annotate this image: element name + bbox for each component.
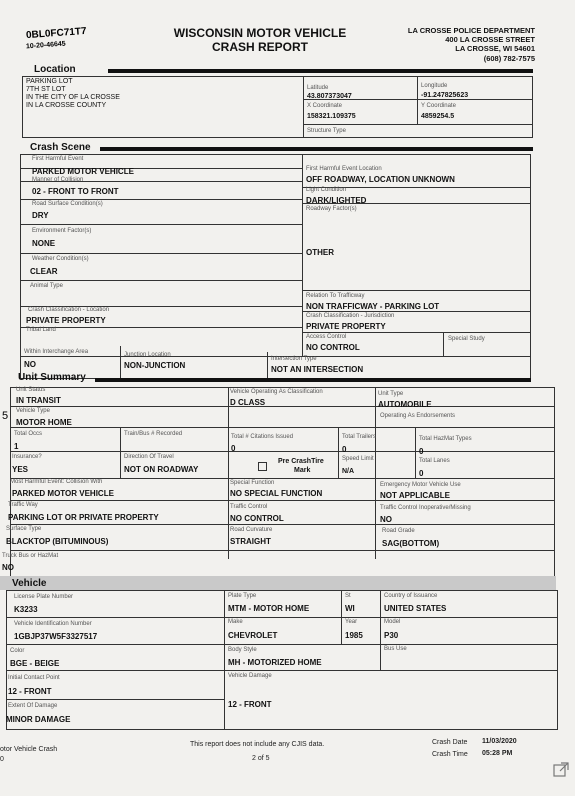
road-surface-label: Road Surface Condition(s): [32, 201, 103, 207]
light-condition-value: DARK/LIGHTED: [306, 196, 367, 205]
location-line-2: 7TH ST LOT: [26, 86, 66, 93]
surface-type-value: BLACKTOP (BITUMINOUS): [6, 537, 109, 546]
extent-damage-label: Extent Of Damage: [8, 703, 58, 709]
state-label: St: [345, 593, 351, 599]
special-function-value: NO SPECIAL FUNCTION: [230, 489, 323, 498]
y-coordinate-value: 4859254.5: [421, 113, 455, 120]
tribal-land-label: Tribal Land: [26, 327, 56, 333]
traffic-control-label: Traffic Control: [230, 504, 268, 510]
animal-type-label: Animal Type: [30, 283, 63, 289]
plate-number-label: License Plate Number: [14, 594, 74, 600]
access-control-value: NO CONTROL: [306, 343, 360, 352]
report-title-line1: WISCONSIN MOTOR VEHICLE: [173, 26, 347, 40]
environment-value: NONE: [32, 239, 56, 248]
location-line-1: PARKING LOT: [26, 78, 73, 85]
location-heading: Location: [34, 64, 76, 75]
traffic-control-value: NO CONTROL: [230, 514, 284, 523]
plate-number-value: K3233: [14, 605, 38, 614]
truck-bus-value: NO: [2, 563, 14, 572]
precrash-label-2: Mark: [294, 467, 311, 474]
crash-time-label: Crash Time: [432, 751, 468, 758]
dept-city: LA CROSSE, WI 54601: [455, 44, 535, 53]
vehicle-damage-label: Vehicle Damage: [228, 673, 272, 679]
unit-status-value: IN TRANSIT: [16, 396, 61, 405]
truck-bus-label: Truck Bus or HazMat: [2, 553, 59, 559]
precrash-checkbox[interactable]: [258, 462, 267, 471]
vehicle-heading: Vehicle: [12, 578, 47, 589]
citations-value: 0: [231, 444, 236, 453]
crash-scene-bar: [100, 147, 533, 151]
manner-of-collision-value: 02 - FRONT TO FRONT: [32, 187, 119, 196]
initial-contact-label: Initial Contact Point: [8, 675, 60, 681]
y-coordinate-label: Y Coordinate: [421, 103, 456, 109]
dept-street: 400 LA CROSSE STREET: [445, 35, 535, 44]
crash-time-value: 05:28 PM: [482, 750, 513, 757]
body-style-label: Body Style: [228, 647, 257, 653]
color-label: Color: [10, 648, 25, 654]
access-control-label: Access Control: [306, 334, 347, 340]
hazmat-types-label: Total HazMat Types: [419, 436, 472, 442]
crash-date-value: 11/03/2020: [482, 738, 517, 745]
emergency-use-label: Emergency Motor Vehicle Use: [380, 482, 461, 488]
road-grade-label: Road Grade: [382, 528, 415, 534]
roadway-factor-label: Roadway Factor(s): [306, 206, 357, 212]
crash-scene-heading: Crash Scene: [30, 142, 91, 153]
environment-label: Environment Factor(s): [32, 228, 92, 234]
special-function-label: Special Function: [230, 480, 275, 486]
longitude-label: Longitude: [421, 83, 448, 89]
endorsements-label: Operating As Endorsements: [380, 413, 456, 419]
vin-value: 1GBJP37W5F3327517: [14, 632, 98, 641]
unit-summary-bar: [95, 378, 531, 382]
first-harmful-event-value: PARKED MOTOR VEHICLE: [32, 167, 134, 176]
structure-type-label: Structure Type: [307, 128, 346, 134]
surface-type-label: Surface Type: [6, 526, 42, 532]
class-location-value: PRIVATE PROPERTY: [26, 316, 106, 325]
direction-value: NOT ON ROADWAY: [124, 465, 199, 474]
speed-limit-label: Speed Limit: [342, 456, 374, 462]
intersection-value: NOT AN INTERSECTION: [271, 365, 364, 374]
citations-label: Total # Citations Issued: [231, 434, 294, 440]
footer-cjis-note: This report does not include any CJIS data.: [190, 741, 325, 748]
initial-contact-value: 12 - FRONT: [8, 687, 52, 696]
x-coordinate-value: 158321.109375: [307, 113, 356, 120]
unit-status-label: Unit Status: [16, 387, 46, 393]
year-value: 1985: [345, 631, 363, 640]
crash-date-label: Crash Date: [432, 739, 468, 746]
direction-label: Direction Of Travel: [124, 454, 174, 460]
interchange-value: NO: [24, 360, 36, 369]
report-date: 10-20-46645: [25, 40, 66, 51]
country-value: UNITED STATES: [384, 604, 447, 613]
tc-inoperative-value: NO: [380, 515, 392, 524]
x-coordinate-label: X Coordinate: [307, 103, 343, 109]
road-curvature-value: STRAIGHT: [230, 537, 271, 546]
train-bus-label: Train/Bus # Recorded: [124, 431, 183, 437]
traffic-way-value: PARKING LOT OR PRIVATE PROPERTY: [8, 513, 159, 522]
plate-type-value: MTM - MOTOR HOME: [228, 604, 310, 613]
relation-label: Relation To Trafficway: [306, 293, 365, 299]
location-bar: [108, 69, 533, 73]
model-value: P30: [384, 631, 399, 640]
emergency-use-value: NOT APPLICABLE: [380, 491, 450, 500]
first-harmful-location-value: OFF ROADWAY, LOCATION UNKNOWN: [306, 175, 455, 184]
relation-value: NON TRAFFICWAY - PARKING LOT: [306, 302, 440, 311]
op-class-value: D CLASS: [230, 398, 266, 407]
unit-type-label: Unit Type: [378, 391, 404, 397]
model-label: Model: [384, 619, 401, 625]
make-value: CHEVROLET: [228, 631, 278, 640]
road-surface-value: DRY: [32, 211, 49, 220]
trailers-value: 0: [342, 445, 347, 454]
interchange-label: Within Interchange Area: [24, 349, 89, 355]
total-occs-label: Total Occs: [14, 431, 43, 437]
footer-left-number: 0: [0, 756, 4, 763]
report-title-line2: CRASH REPORT: [211, 40, 308, 54]
intersection-label: Intersection Type: [271, 356, 317, 362]
special-study-label: Special Study: [448, 336, 485, 342]
make-label: Make: [228, 619, 243, 625]
traffic-way-label: Traffic Way: [8, 502, 38, 508]
vehicle-damage-value: 12 - FRONT: [228, 700, 272, 709]
vin-label: Vehicle Identification Number: [14, 621, 92, 627]
unit-summary-heading: Unit Summary: [18, 372, 86, 383]
expand-icon[interactable]: [553, 762, 569, 778]
manner-of-collision-label: Manner of Collision: [32, 177, 84, 183]
footer-left-title: otor Vehicle Crash: [0, 746, 58, 753]
hazmat-types-value: 0: [419, 447, 424, 456]
first-harmful-location-label: First Harmful Event Location: [306, 166, 382, 172]
most-harmful-value: PARKED MOTOR VEHICLE: [12, 489, 114, 498]
roadway-factor-value: OTHER: [306, 248, 334, 257]
speed-limit-value: N/A: [342, 468, 355, 475]
total-lanes-label: Total Lanes: [419, 458, 450, 464]
class-location-label: Crash Classification - Location: [28, 307, 110, 313]
plate-type-label: Plate Type: [228, 593, 257, 599]
junction-value: NON-JUNCTION: [124, 361, 186, 370]
road-curvature-label: Road Curvature: [230, 527, 273, 533]
weather-value: CLEAR: [30, 267, 58, 276]
country-label: Country of Issuance: [384, 593, 438, 599]
location-line-3: IN THE CITY OF LA CROSSE: [26, 94, 120, 101]
weather-label: Weather Condition(s): [32, 256, 89, 262]
report-code: 0BL0FC71T7: [25, 25, 87, 42]
bus-use-label: Bus Use: [384, 646, 407, 652]
insurance-value: YES: [12, 465, 29, 474]
precrash-label-1: Pre CrashTire: [278, 458, 324, 465]
body-style-value: MH - MOTORIZED HOME: [228, 658, 322, 667]
tc-inoperative-label: Traffic Control Inoperative/Missing: [380, 505, 471, 511]
trailers-label: Total Trailers: [342, 434, 377, 440]
vehicle-type-label: Vehicle Type: [16, 408, 50, 414]
first-harmful-event-label: First Harmful Event: [32, 156, 84, 162]
most-harmful-label: Most Harmful Event: Collision With: [10, 479, 103, 485]
total-lanes-value: 0: [419, 469, 424, 478]
unit-type-value: AUTOMOBILE: [378, 400, 432, 409]
location-line-4: IN LA CROSSE COUNTY: [26, 102, 107, 109]
state-value: WI: [345, 604, 355, 613]
vehicle-type-value: MOTOR HOME: [16, 418, 72, 427]
dept-phone: (608) 782-7575: [483, 54, 535, 63]
extent-damage-value: MINOR DAMAGE: [6, 715, 71, 724]
junction-label: Junction Location: [124, 352, 171, 358]
class-jurisdiction-value: PRIVATE PROPERTY: [306, 322, 386, 331]
year-label: Year: [345, 619, 358, 625]
longitude-value: -91.247825623: [421, 92, 469, 99]
total-occs-value: 1: [14, 442, 19, 451]
op-class-label: Vehicle Operating As Classification: [230, 389, 323, 395]
class-jurisdiction-label: Crash Classification - Jurisdiction: [306, 313, 395, 319]
latitude-value: 43.807373047: [307, 93, 352, 100]
color-value: BGE - BEIGE: [10, 659, 60, 668]
road-grade-value: SAG(BOTTOM): [382, 539, 440, 548]
insurance-label: Insurance?: [12, 454, 42, 460]
unit-number: 5: [2, 410, 9, 422]
vehicle-band: [0, 576, 556, 590]
light-condition-label: Light Condition: [306, 187, 347, 193]
dept-name: LA CROSSE POLICE DEPARTMENT: [407, 26, 535, 35]
latitude-label: Latitude: [307, 85, 329, 91]
footer-page-number: 2 of 5: [252, 755, 270, 762]
